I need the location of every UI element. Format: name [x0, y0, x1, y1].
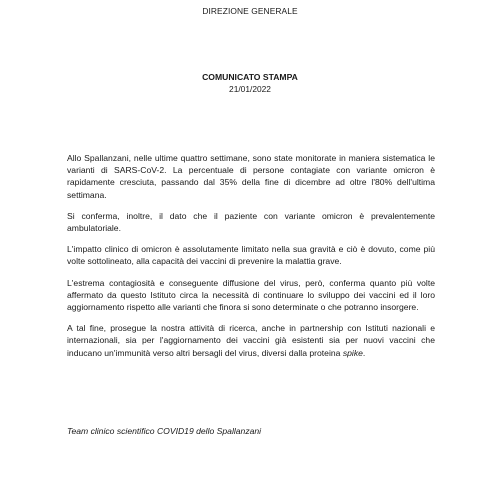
department-header: DIREZIONE GENERALE — [202, 6, 298, 16]
paragraph-5-emphasis: spike — [342, 347, 363, 358]
press-release-title: COMUNICATO STAMPA — [202, 72, 298, 82]
paragraph-5-end: . — [362, 347, 366, 358]
paragraph-1: Allo Spallanzani, nelle ultime quattro settimane, sono state monitorate in maniera sistematica le varianti di SARS-CoV-2. La percentuale di persone contagiate con variante omicron è rapidamente cresciuta, passando dal 35% della fine di dicembre ad oltre l'80% dell'ultima settimana. — [67, 153, 435, 200]
paragraph-5 — [67, 322, 435, 359]
paragraph-3: L'impatto clinico di omicron è assolutamente limitato nella sua gravità e ciò è dovuto, come più volte sottolineato, alla capacità dei vaccini di prevenire la malattia grave. — [67, 244, 435, 267]
press-release-date: 21/01/2022 — [229, 84, 271, 94]
press-release-body — [67, 152, 435, 368]
signature: Team clinico scientifico COVID19 dello Spallanzani — [67, 426, 262, 436]
paragraph-2: Si conferma, inoltre, il dato che il paziente con variante omicron è prevalentemente ambulatoriale. — [67, 210, 435, 234]
paragraph-5-text: A tal fine, prosegue la nostra attività di ricerca, anche in partnership con Istituti nazionali e internazionali, sia per l'aggiornamento dei vaccini già esistenti sia per nuovi vaccini che inducano un'immunità verso altri bersagli del virus, diversi dalla proteina — [67, 323, 435, 358]
paragraph-4: L'estrema contagiosità e conseguente diffusione del virus, però, conferma quanto più volte affermato da questo Istituto circa la necessità di continuare lo sviluppo dei vaccini ed il loro aggiornamento rispetto alle varianti che finora si sono determinate o che potranno insorgere. — [67, 277, 435, 313]
